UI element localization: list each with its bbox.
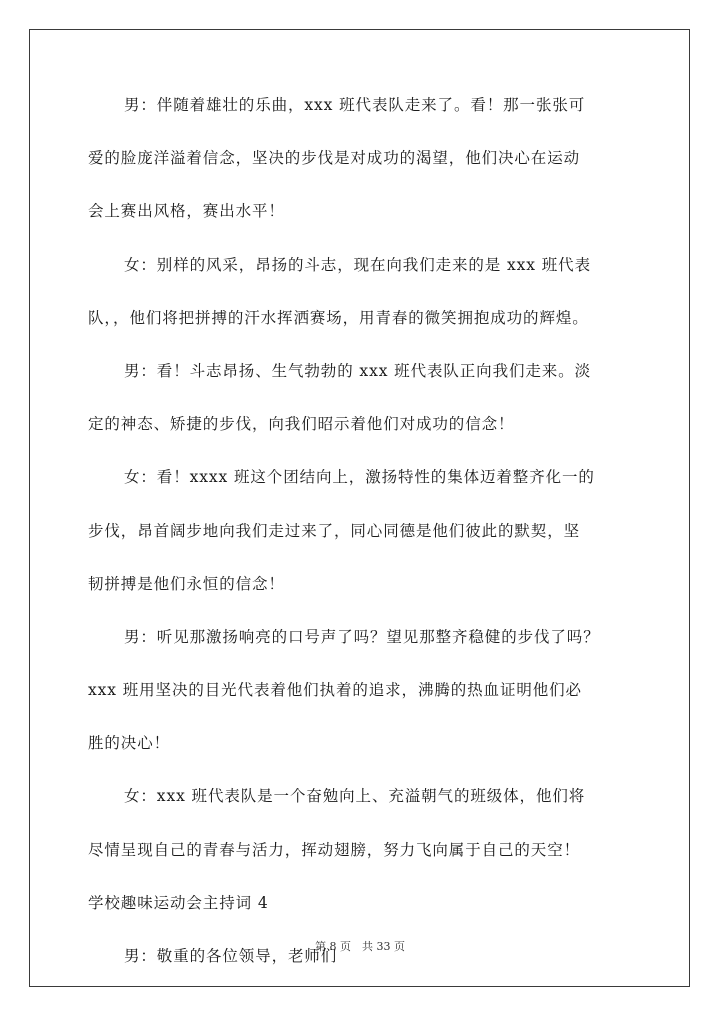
text-line: 男：伴随着雄壮的乐曲，xxx 班代表队走来了。看！那一张张可 [124, 96, 586, 114]
text-line: 女：看！xxxx 班这个团结向上，激扬特性的集体迈着整齐化一的 [124, 468, 595, 487]
text-line: xxx 班用坚决的目光代表着他们执着的追求，沸腾的热血证明他们必 [88, 681, 582, 700]
text-line: 胜的决心！ [88, 734, 171, 753]
document-body [88, 96, 634, 1000]
text-line: 尽情呈现自己的青春与活力，挥动翅膀，努力飞向属于自己的天空！ [88, 840, 581, 859]
text-line: 定的神态、矫捷的步伐，向我们昭示着他们对成功的信念！ [88, 415, 515, 434]
text-line: 爱的脸庞洋溢着信念，坚决的步伐是对成功的渴望，他们决心在运动 [88, 149, 581, 168]
text-line: 韧拼搏是他们永恒的信念！ [88, 574, 285, 593]
text-line: 女：别样的风采，昂扬的斗志，现在向我们走来的是 xxx 班代表 [124, 255, 591, 274]
page-number: 第 8 页 共 33 页 [315, 940, 405, 953]
text-line: 男：看！斗志昂扬、生气勃勃的 xxx 班代表队正向我们走来。淡 [124, 361, 591, 380]
text-line: 男：敬重的各位领导，老师们 [124, 947, 338, 965]
section-heading: 学校趣味运动会主持词 4 [88, 893, 269, 912]
text-line: 男：听见那激扬响亮的口号声了吗？望见那整齐稳健的步伐了吗？ [124, 627, 600, 646]
text-line: 会上赛出风格，赛出水平！ [88, 202, 285, 221]
text-line: 女：xxx 班代表队是一个奋勉向上、充溢朝气的班级体，他们将 [124, 787, 586, 806]
text-line: 队，，他们将把拼搏的汗水挥洒赛场，用青春的微笑拥抱成功的辉煌。 [88, 308, 589, 327]
text-line: 步伐，昂首阔步地向我们走过来了，同心同德是他们彼此的默契，坚 [88, 521, 581, 540]
